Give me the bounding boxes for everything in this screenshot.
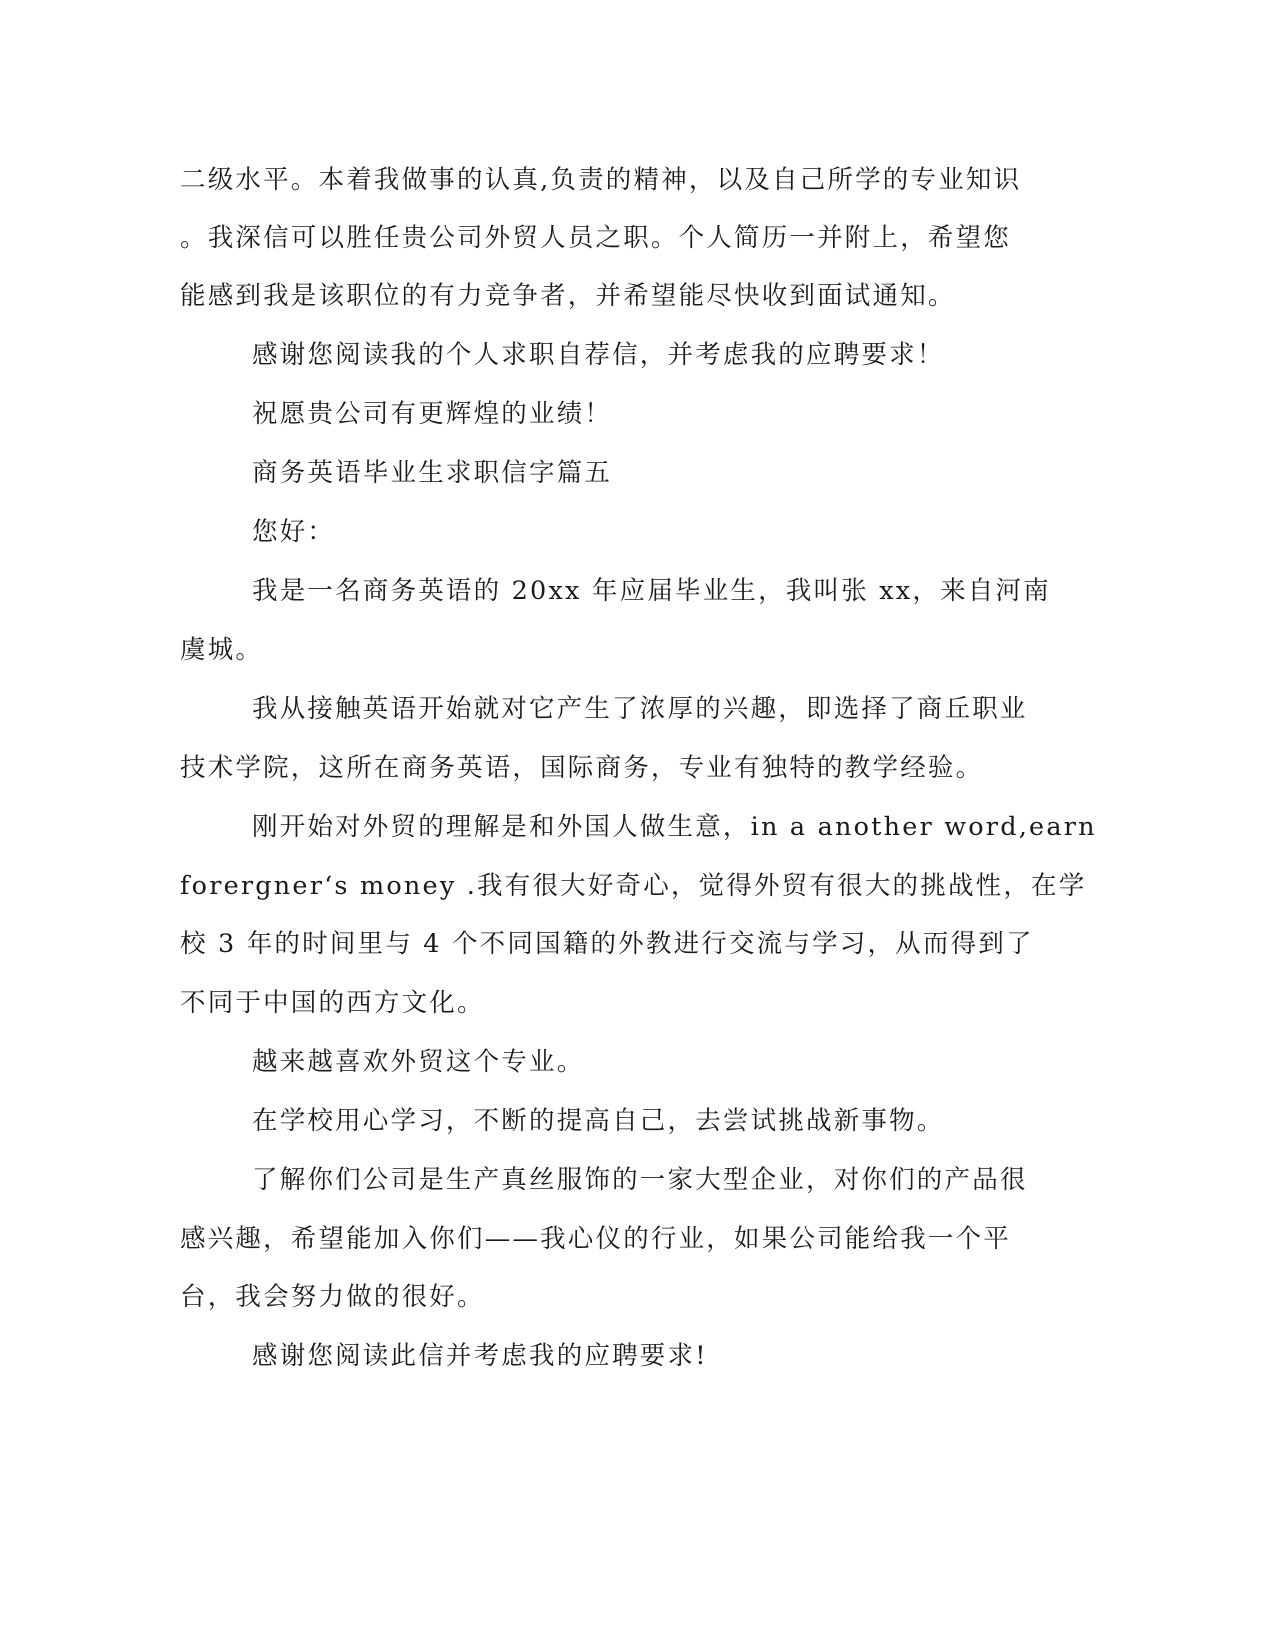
text-line: 感兴趣，希望能加入你们——我心仪的行业，如果公司能给我一个平 xyxy=(180,1224,1012,1254)
text-line: 了解你们公司是生产真丝服饰的一家大型企业，对你们的产品很 xyxy=(252,1165,1028,1195)
text-line: 我从接触英语开始就对它产生了浓厚的兴趣，即选择了商丘职业 xyxy=(252,694,1028,724)
text-line: 校 3 年的时间里与 4 个不同国籍的外教进行交流与学习，从而得到了 xyxy=(180,929,1034,959)
text-line: 祝愿贵公司有更辉煌的业绩！ xyxy=(252,399,613,429)
text-line: 感谢您阅读我的个人求职自荐信，并考虑我的应聘要求！ xyxy=(252,340,945,370)
closing-line: 感谢您阅读此信并考虑我的应聘要求! xyxy=(252,1341,708,1371)
salutation: 您好： xyxy=(252,517,336,547)
text-line: 越来越喜欢外贸这个专业。 xyxy=(252,1047,585,1077)
text-line: 能感到我是该职位的有力竞争者，并希望能尽快收到面试通知。 xyxy=(180,281,956,311)
text-line: 刚开始对外贸的理解是和外国人做生意，in a another word,earn xyxy=(252,812,1097,842)
section-title: 商务英语毕业生求职信字篇五 xyxy=(252,458,613,488)
text-line: 不同于中国的西方文化。 xyxy=(180,988,485,1018)
text-line: 二级水平。本着我做事的认真,负责的精神，以及自己所学的专业知识 xyxy=(180,165,1022,195)
text-line: 台，我会努力做的很好。 xyxy=(180,1282,485,1312)
text-line: forergner‘s money .我有很大好奇心，觉得外贸有很大的挑战性，在学 xyxy=(180,871,1087,901)
text-line: 在学校用心学习，不断的提高自己，去尝试挑战新事物。 xyxy=(252,1106,945,1136)
text-line: 技术学院，这所在商务英语，国际商务，专业有独特的教学经验。 xyxy=(180,753,984,783)
text-line: 。我深信可以胜任贵公司外贸人员之职。个人简历一并附上，希望您 xyxy=(180,223,1012,253)
text-line: 我是一名商务英语的 20xx 年应届毕业生，我叫张 xx，来自河南 xyxy=(252,576,1051,606)
text-line: 虞城。 xyxy=(180,635,264,665)
